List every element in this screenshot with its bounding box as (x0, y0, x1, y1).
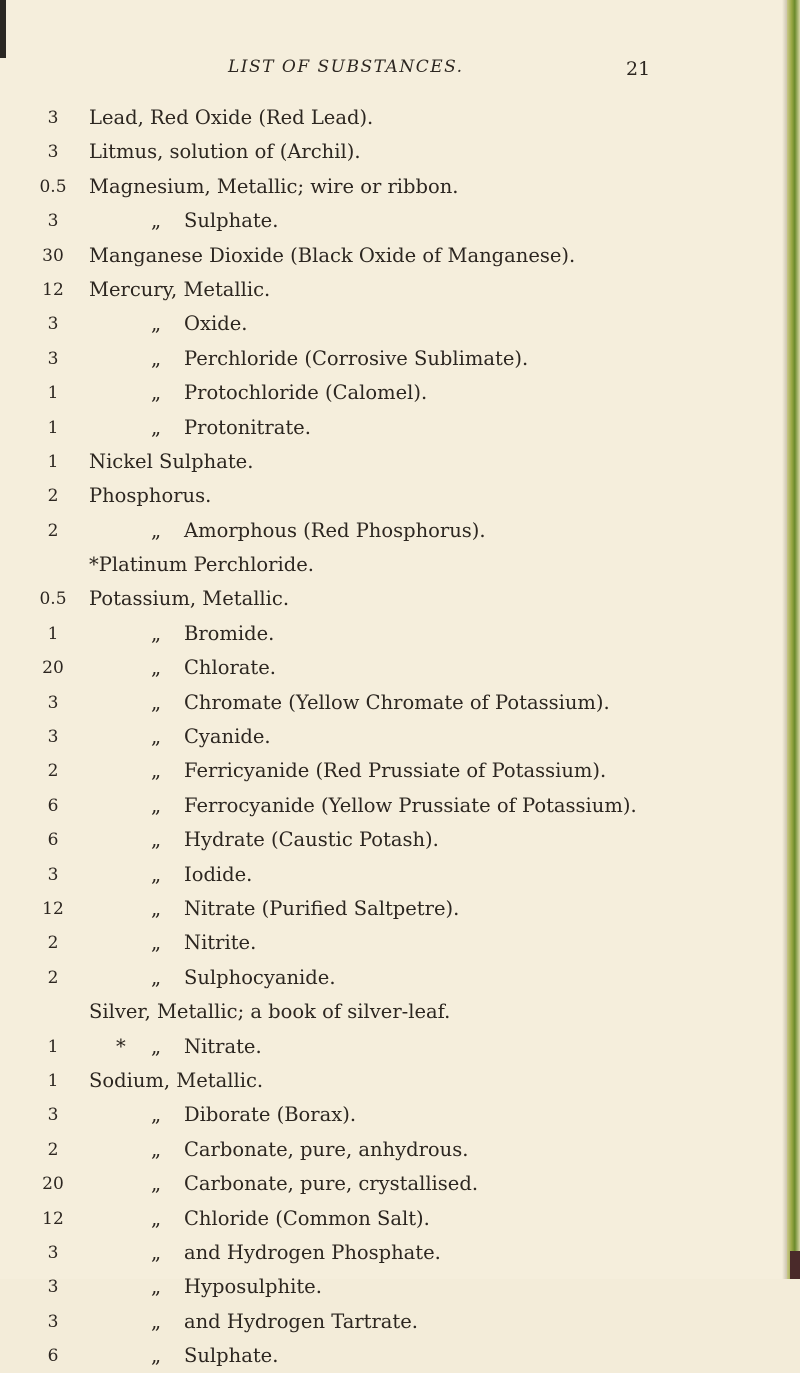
ditto-mark: „ (150, 828, 162, 852)
ditto-mark: „ (150, 1275, 162, 1299)
ditto-mark: „ (150, 1137, 162, 1161)
quantity: 0.5 (39, 589, 67, 610)
list-item (0, 376, 780, 410)
quantity: 2 (47, 933, 59, 954)
substance-name: Protochloride (Calomel). (184, 381, 428, 405)
list-item (0, 307, 780, 341)
substance-name: Chromate (Yellow Chromate of Potassium). (184, 690, 610, 714)
substance-name: Silver, Metallic; a book of silver-leaf. (89, 1000, 451, 1024)
quantity: 3 (47, 1277, 59, 1298)
ditto-mark: „ (150, 346, 162, 370)
quantity: 6 (47, 830, 59, 851)
quantity: 2 (47, 486, 59, 507)
list-item (0, 411, 780, 445)
quantity: 3 (47, 1311, 59, 1332)
substance-name: Amorphous (Red Phosphorus). (184, 518, 486, 542)
list-item (0, 342, 780, 376)
ditto-mark: „ (150, 312, 162, 336)
substance-name: Sulphate. (184, 1344, 279, 1368)
ditto-mark: „ (150, 1344, 162, 1368)
ditto-mark: „ (150, 209, 162, 233)
quantity: 20 (42, 1174, 64, 1195)
list-item (0, 514, 780, 548)
substance-name: Perchloride (Corrosive Sublimate). (184, 346, 529, 370)
ditto-mark: „ (150, 759, 162, 783)
quantity: 6 (47, 795, 59, 816)
quantity: 1 (47, 1070, 59, 1091)
ditto-mark: „ (150, 896, 162, 920)
list-item (0, 961, 780, 995)
list-item (0, 479, 780, 513)
quantity: 3 (47, 1105, 59, 1126)
ditto-mark: „ (150, 381, 162, 405)
ditto-mark: „ (150, 1103, 162, 1127)
quantity: 1 (47, 383, 59, 404)
ditto-mark: „ (150, 725, 162, 749)
ditto-mark: „ (150, 621, 162, 645)
substance-name: and Hydrogen Tartrate. (184, 1309, 419, 1333)
list-item (0, 926, 780, 960)
quantity: 1 (47, 1036, 59, 1057)
ditto-mark: „ (150, 793, 162, 817)
ditto-mark: „ (150, 690, 162, 714)
substance-name: Nitrate. (184, 1034, 262, 1058)
list-item (0, 204, 780, 238)
ditto-mark: „ (150, 965, 162, 989)
list-item (0, 273, 780, 307)
list-item (0, 1305, 780, 1339)
quantity: 2 (47, 520, 59, 541)
ditto-mark: „ (150, 1309, 162, 1333)
quantity: 6 (47, 1346, 59, 1367)
substance-name: Sodium, Metallic. (89, 1068, 264, 1092)
substance-name: and Hydrogen Phosphate. (184, 1240, 441, 1264)
substance-name: Nitrate (Purified Saltpetre). (184, 896, 460, 920)
substance-name: Carbonate, pure, anhydrous. (184, 1137, 469, 1161)
substance-name: Diborate (Borax). (184, 1103, 357, 1127)
list-item (0, 1202, 780, 1236)
list-item (0, 651, 780, 685)
substance-name: Potassium, Metallic. (89, 587, 290, 611)
list-item (0, 101, 780, 135)
quantity: 3 (47, 142, 59, 163)
asterisk-mark: * (116, 1034, 126, 1058)
quantity: 2 (47, 761, 59, 782)
quantity: 3 (47, 864, 59, 885)
quantity: 12 (42, 1208, 64, 1229)
quantity: 2 (47, 967, 59, 988)
quantity: 20 (42, 658, 64, 679)
ditto-mark: „ (150, 1034, 162, 1058)
substance-name: Nickel Sulphate. (89, 449, 254, 473)
ditto-mark: „ (150, 1240, 162, 1264)
list-item (0, 858, 780, 892)
quantity: 3 (47, 348, 59, 369)
substance-name: Litmus, solution of (Archil). (89, 140, 361, 164)
substance-name: Sulphate. (184, 209, 279, 233)
substance-name: Chlorate. (184, 656, 276, 680)
quantity: 3 (47, 692, 59, 713)
list-item (0, 1167, 780, 1201)
quantity: 1 (47, 623, 59, 644)
ditto-mark: „ (150, 656, 162, 680)
list-item (0, 445, 780, 479)
list-item (0, 823, 780, 857)
substance-name: Chloride (Common Salt). (184, 1206, 430, 1230)
quantity: 1 (47, 417, 59, 438)
quantity: 3 (47, 727, 59, 748)
substance-name: Sulphocyanide. (184, 965, 336, 989)
quantity: 3 (47, 108, 59, 128)
list-item (0, 1236, 780, 1270)
substance-name: Ferricyanide (Red Prussiate of Potassium). (184, 759, 607, 783)
substance-name: Phosphorus. (89, 484, 212, 508)
list-item (0, 686, 780, 720)
substance-name: Carbonate, pure, crystallised. (184, 1172, 479, 1196)
substance-name: Hyposulphite. (184, 1275, 322, 1299)
page-edge-shadow (0, 0, 6, 58)
list-item (0, 754, 780, 788)
list-item (0, 582, 780, 616)
substance-list (0, 101, 780, 1373)
list-item (0, 1030, 780, 1064)
ditto-mark: „ (150, 862, 162, 886)
list-item (0, 170, 780, 204)
substance-name: Protonitrate. (184, 415, 311, 439)
ditto-mark: „ (150, 931, 162, 955)
substance-name: Bromide. (184, 621, 275, 645)
list-item (0, 789, 780, 823)
list-item (0, 617, 780, 651)
list-item (0, 548, 780, 582)
substance-name: Oxide. (184, 312, 248, 336)
substance-name: Magnesium, Metallic; wire or ribbon. (89, 174, 459, 198)
quantity: 0.5 (39, 176, 67, 197)
substance-name: Hydrate (Caustic Potash). (184, 828, 439, 852)
book-cover-edge (787, 0, 800, 1279)
page-number: 21 (626, 58, 651, 80)
substance-name: Ferrocyanide (Yellow Prussiate of Potassium). (184, 793, 637, 817)
ribbon-marker (790, 1251, 800, 1279)
substance-name: Iodide. (184, 862, 253, 886)
quantity: 12 (42, 279, 64, 300)
quantity: 1 (47, 451, 59, 472)
substance-name: Cyanide. (184, 725, 271, 749)
list-item (0, 995, 780, 1029)
list-item (0, 1270, 780, 1304)
quantity: 2 (47, 1139, 59, 1160)
list-item (0, 1133, 780, 1167)
list-item (0, 720, 780, 754)
list-item (0, 1339, 780, 1373)
quantity: 12 (42, 898, 64, 919)
list-item (0, 892, 780, 926)
quantity: 3 (47, 1242, 59, 1263)
list-item (0, 1098, 780, 1132)
ditto-mark: „ (150, 415, 162, 439)
ditto-mark: „ (150, 1172, 162, 1196)
quantity: 30 (42, 245, 64, 266)
list-item (0, 239, 780, 273)
ditto-mark: „ (150, 518, 162, 542)
substance-name: Manganese Dioxide (Black Oxide of Manganese). (89, 243, 576, 267)
list-item (0, 135, 780, 169)
running-title: LIST OF SUBSTANCES. (228, 57, 464, 77)
ditto-mark: „ (150, 1206, 162, 1230)
quantity: 3 (47, 314, 59, 335)
substance-name: Lead, Red Oxide (Red Lead). (89, 106, 374, 129)
substance-name: Nitrite. (184, 931, 257, 955)
list-item (0, 1064, 780, 1098)
substance-name: Mercury, Metallic. (89, 277, 271, 301)
substance-name: *Platinum Perchloride. (89, 553, 314, 577)
quantity: 3 (47, 211, 59, 232)
